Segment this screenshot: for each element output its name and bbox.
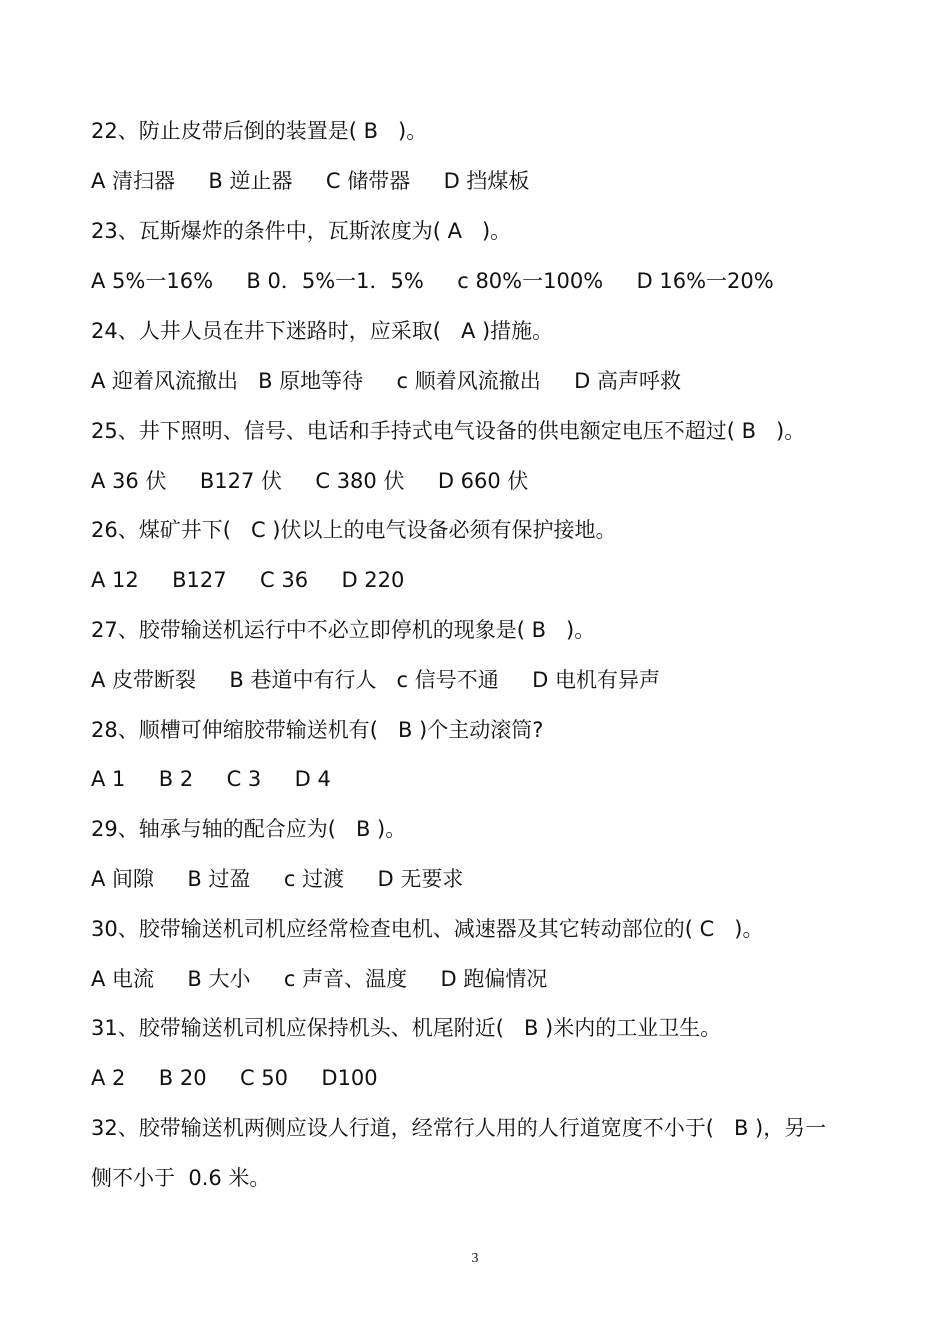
question-31: 31、胶带输送机司机应保持机头、机尾附近( B )米内的工业卫生。 <box>91 1016 722 1040</box>
options-30: A 电流 B 大小 c 声音、温度 D 跑偏情况 <box>91 967 548 991</box>
question-25: 25、井下照明、信号、电话和手持式电气设备的供电额定电压不超过( B )。 <box>91 419 806 443</box>
question-23: 23、瓦斯爆炸的条件中，瓦斯浓度为( A )。 <box>91 219 512 243</box>
question-22: 22、防止皮带后倒的装置是( B )。 <box>91 119 428 143</box>
question-27: 27、胶带输送机运行中不必立即停机的现象是( B )。 <box>91 618 596 642</box>
options-22: A 清扫器 B 逆止器 C 储带器 D 挡煤板 <box>91 169 530 193</box>
options-27: A 皮带断裂 B 巷道中有行人 c 信号不通 D 电机有异声 <box>91 668 660 692</box>
question-29: 29、轴承与轴的配合应为( B )。 <box>91 817 407 841</box>
options-23: A 5%一16% B 0．5%一1．5% c 80%一100% D 16%一20% <box>91 269 774 293</box>
options-26: A 12 B127 C 36 D 220 <box>91 568 405 592</box>
page-number: 3 <box>471 1251 479 1266</box>
options-31: A 2 B 20 C 50 D100 <box>91 1066 378 1090</box>
options-24: A 迎着风流撤出 B 原地等待 c 顺着风流撤出 D 高声呼救 <box>91 369 681 393</box>
options-29: A 间隙 B 过盈 c 过渡 D 无要求 <box>91 867 464 891</box>
options-25: A 36 伏 B127 伏 C 380 伏 D 660 伏 <box>91 469 529 493</box>
question-32-continued: 侧不小于 0.6 米。 <box>91 1166 271 1190</box>
question-30: 30、胶带输送机司机应经常检查电机、减速器及其它转动部位的( C )。 <box>91 917 764 941</box>
question-32: 32、胶带输送机两侧应设人行道，经常行人用的人行道宽度不小于( B )，另一 <box>91 1116 827 1140</box>
question-28: 28、顺槽可伸缩胶带输送机有( B )个主动滚筒? <box>91 718 544 742</box>
options-28: A 1 B 2 C 3 D 4 <box>91 767 331 791</box>
question-24: 24、人井人员在井下迷路时，应采取( A )措施。 <box>91 319 554 343</box>
question-26: 26、煤矿井下( C )伏以上的电气设备必须有保护接地。 <box>91 518 617 542</box>
